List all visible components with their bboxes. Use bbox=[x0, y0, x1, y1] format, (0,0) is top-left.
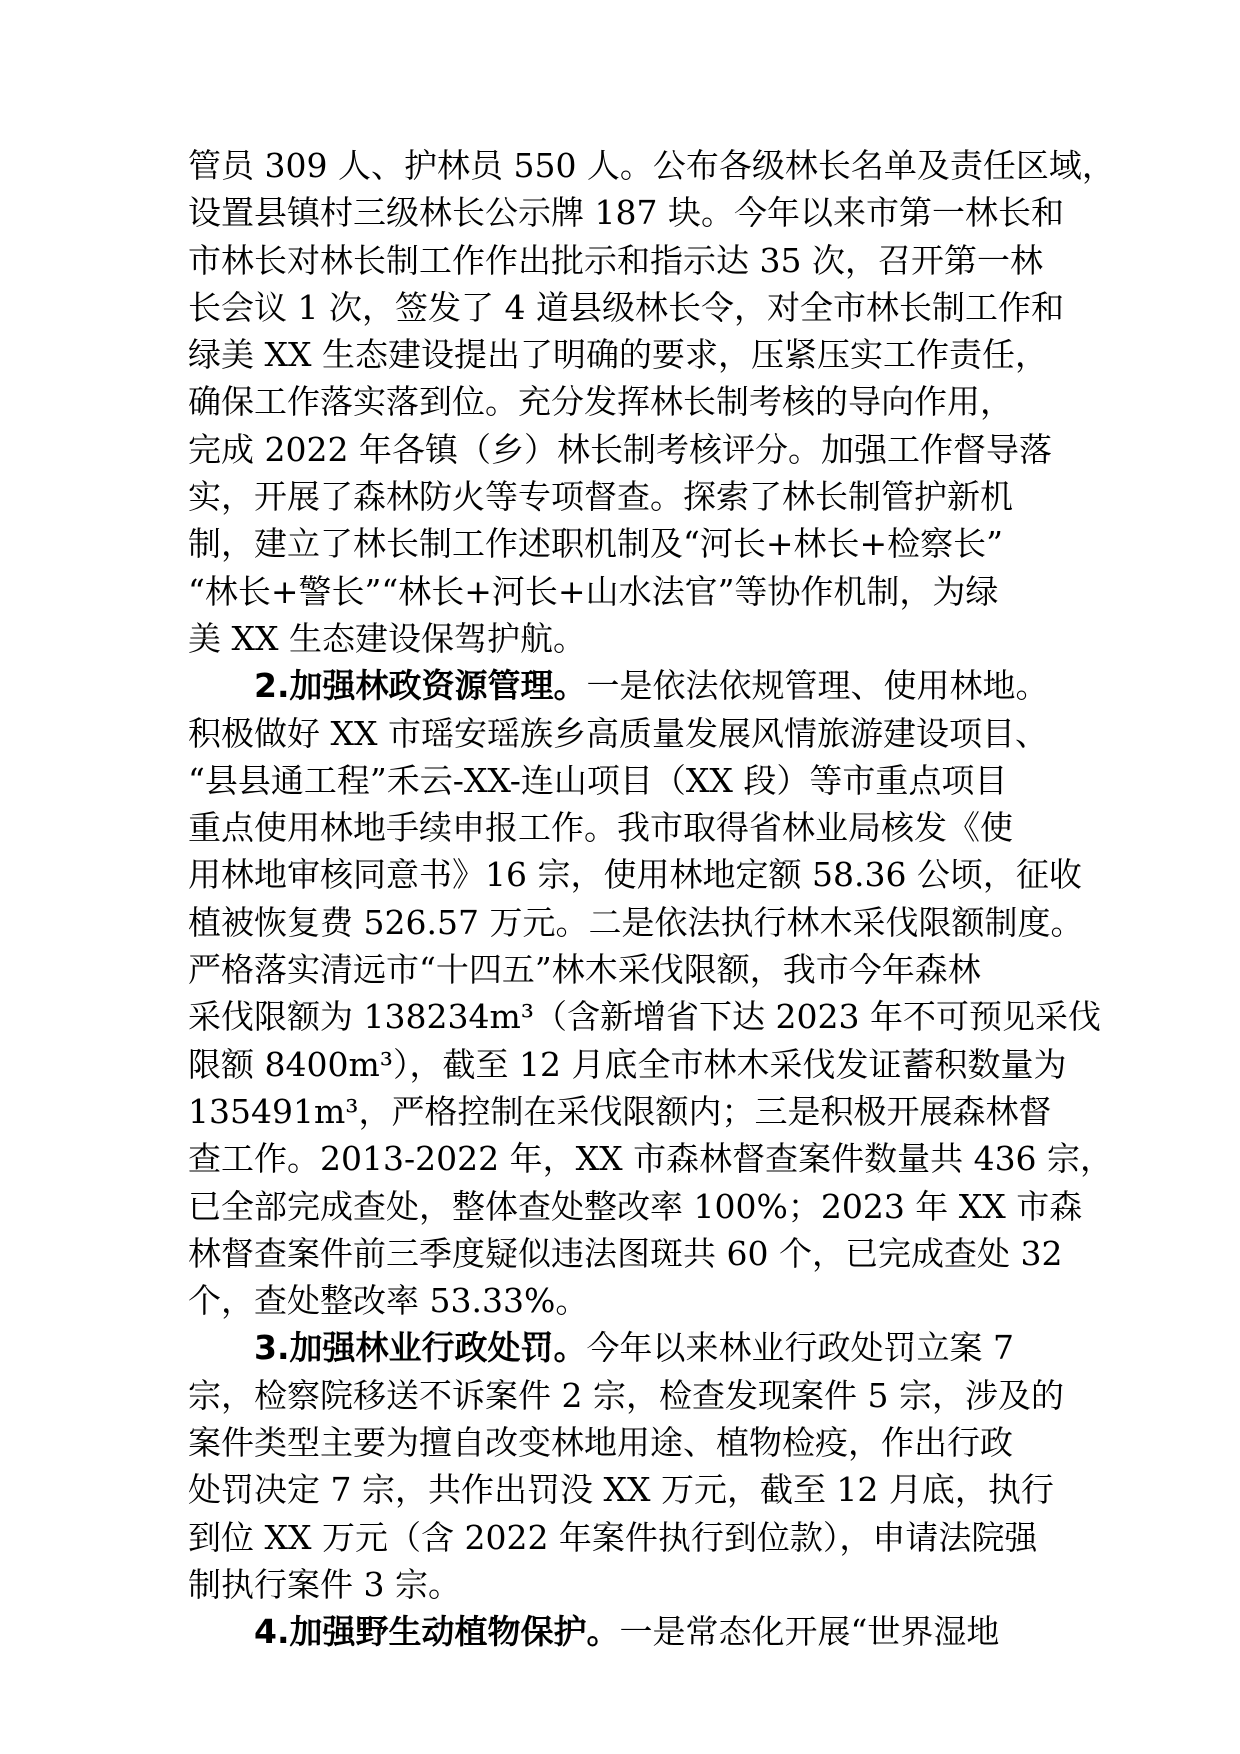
text-line: 用林地审核同意书》16 宗，使用林地定额 58.36 公顷，征收 bbox=[188, 855, 1082, 895]
text-line: 管员 309 人、护林员 550 人。公布各级林长名单及责任区域， bbox=[188, 146, 1115, 185]
section-heading-forest-resource-management: 2.加强林政资源管理。 bbox=[254, 666, 587, 706]
paragraph-4-first-line bbox=[188, 1608, 1088, 1655]
text-line: 确保工作落实落到位。充分发挥林长制考核的导向作用， bbox=[188, 382, 1013, 422]
text-line: 长会议 1 次，签发了 4 道县级林长令，对全市林长制工作和 bbox=[188, 287, 1064, 327]
text-line: 个，查处整改率 53.33%。 bbox=[188, 1281, 589, 1321]
paragraph-3-first-line bbox=[188, 1324, 1088, 1371]
paragraph-text: 一是依法依规管理、使用林地。 bbox=[586, 666, 1049, 706]
text-line: 完成 2022 年各镇（乡）林长制考核评分。加强工作督导落 bbox=[188, 429, 1052, 469]
paragraph-text: 今年以来林业行政处罚立案 7 bbox=[586, 1328, 1014, 1368]
text-line: 设置县镇村三级林长公示牌 187 块。今年以来市第一林长和 bbox=[188, 193, 1064, 233]
text-line: 林督查案件前三季度疑似违法图斑共 60 个，已完成查处 32 bbox=[188, 1233, 1063, 1273]
text-line: 已全部完成查处，整体查处整改率 100%；2023 年 XX 市森 bbox=[188, 1186, 1083, 1226]
text-line: 135491m³，严格控制在采伐限额内；三是积极开展森林督 bbox=[188, 1091, 1052, 1131]
paragraph-text: 一是常态化开展“世界湿地 bbox=[619, 1612, 1000, 1652]
text-line: 限额 8400m³），截至 12 月底全市林木采伐发证蓄积数量为 bbox=[188, 1044, 1067, 1084]
text-line: 严格落实清远市“十四五”林木采伐限额，我市今年森林 bbox=[188, 950, 981, 990]
text-line: 制，建立了林长制工作述职机制及“河长+林长+检察长” bbox=[188, 524, 1004, 564]
text-line: “林长+警长”“林长+河长+山水法官”等协作机制，为绿 bbox=[188, 571, 999, 611]
text-line: 采伐限额为 138234m³（含新增省下达 2023 年不可预见采伐 bbox=[188, 997, 1101, 1037]
text-line: 美 XX 生态建设保驾护航。 bbox=[188, 618, 586, 658]
section-heading-administrative-penalty: 3.加强林业行政处罚。 bbox=[254, 1328, 587, 1368]
text-line: 绿美 XX 生态建设提出了明确的要求，压紧压实工作责任， bbox=[188, 335, 1048, 375]
text-line: 查工作。2013-2022 年，XX 市森林督查案件数量共 436 宗， bbox=[188, 1139, 1114, 1179]
text-line: 重点使用林地手续申报工作。我市取得省林业局核发《使 bbox=[188, 808, 1013, 848]
text-line: 宗，检察院移送不诉案件 2 宗，检查发现案件 5 宗，涉及的 bbox=[188, 1375, 1064, 1415]
text-line: 实，开展了森林防火等专项督查。探索了林长制管护新机 bbox=[188, 477, 1013, 517]
text-line: 植被恢复费 526.57 万元。二是依法执行林木采伐限额制度。 bbox=[188, 902, 1084, 942]
text-line: 处罚决定 7 宗，共作出罚没 XX 万元，截至 12 月底，执行 bbox=[188, 1470, 1054, 1510]
text-line: 案件类型主要为擅自改变林地用途、植物检疫，作出行政 bbox=[188, 1423, 1013, 1463]
text-line: 积极做好 XX 市瑶安瑶族乡高质量发展风情旅游建设项目、 bbox=[188, 713, 1048, 753]
body-text bbox=[188, 142, 1115, 1656]
text-line: 市林长对林长制工作作出批示和指示达 35 次，召开第一林 bbox=[188, 240, 1043, 280]
paragraph-2-first-line bbox=[188, 662, 1088, 709]
section-heading-wildlife-protection: 4.加强野生动植物保护。 bbox=[254, 1612, 620, 1652]
text-line: 制执行案件 3 宗。 bbox=[188, 1564, 461, 1604]
text-line: “县县通工程”禾云-XX-连山项目（XX 段）等市重点项目 bbox=[188, 760, 1008, 800]
text-line: 到位 XX 万元（含 2022 年案件执行到位款），申请法院强 bbox=[188, 1517, 1038, 1557]
